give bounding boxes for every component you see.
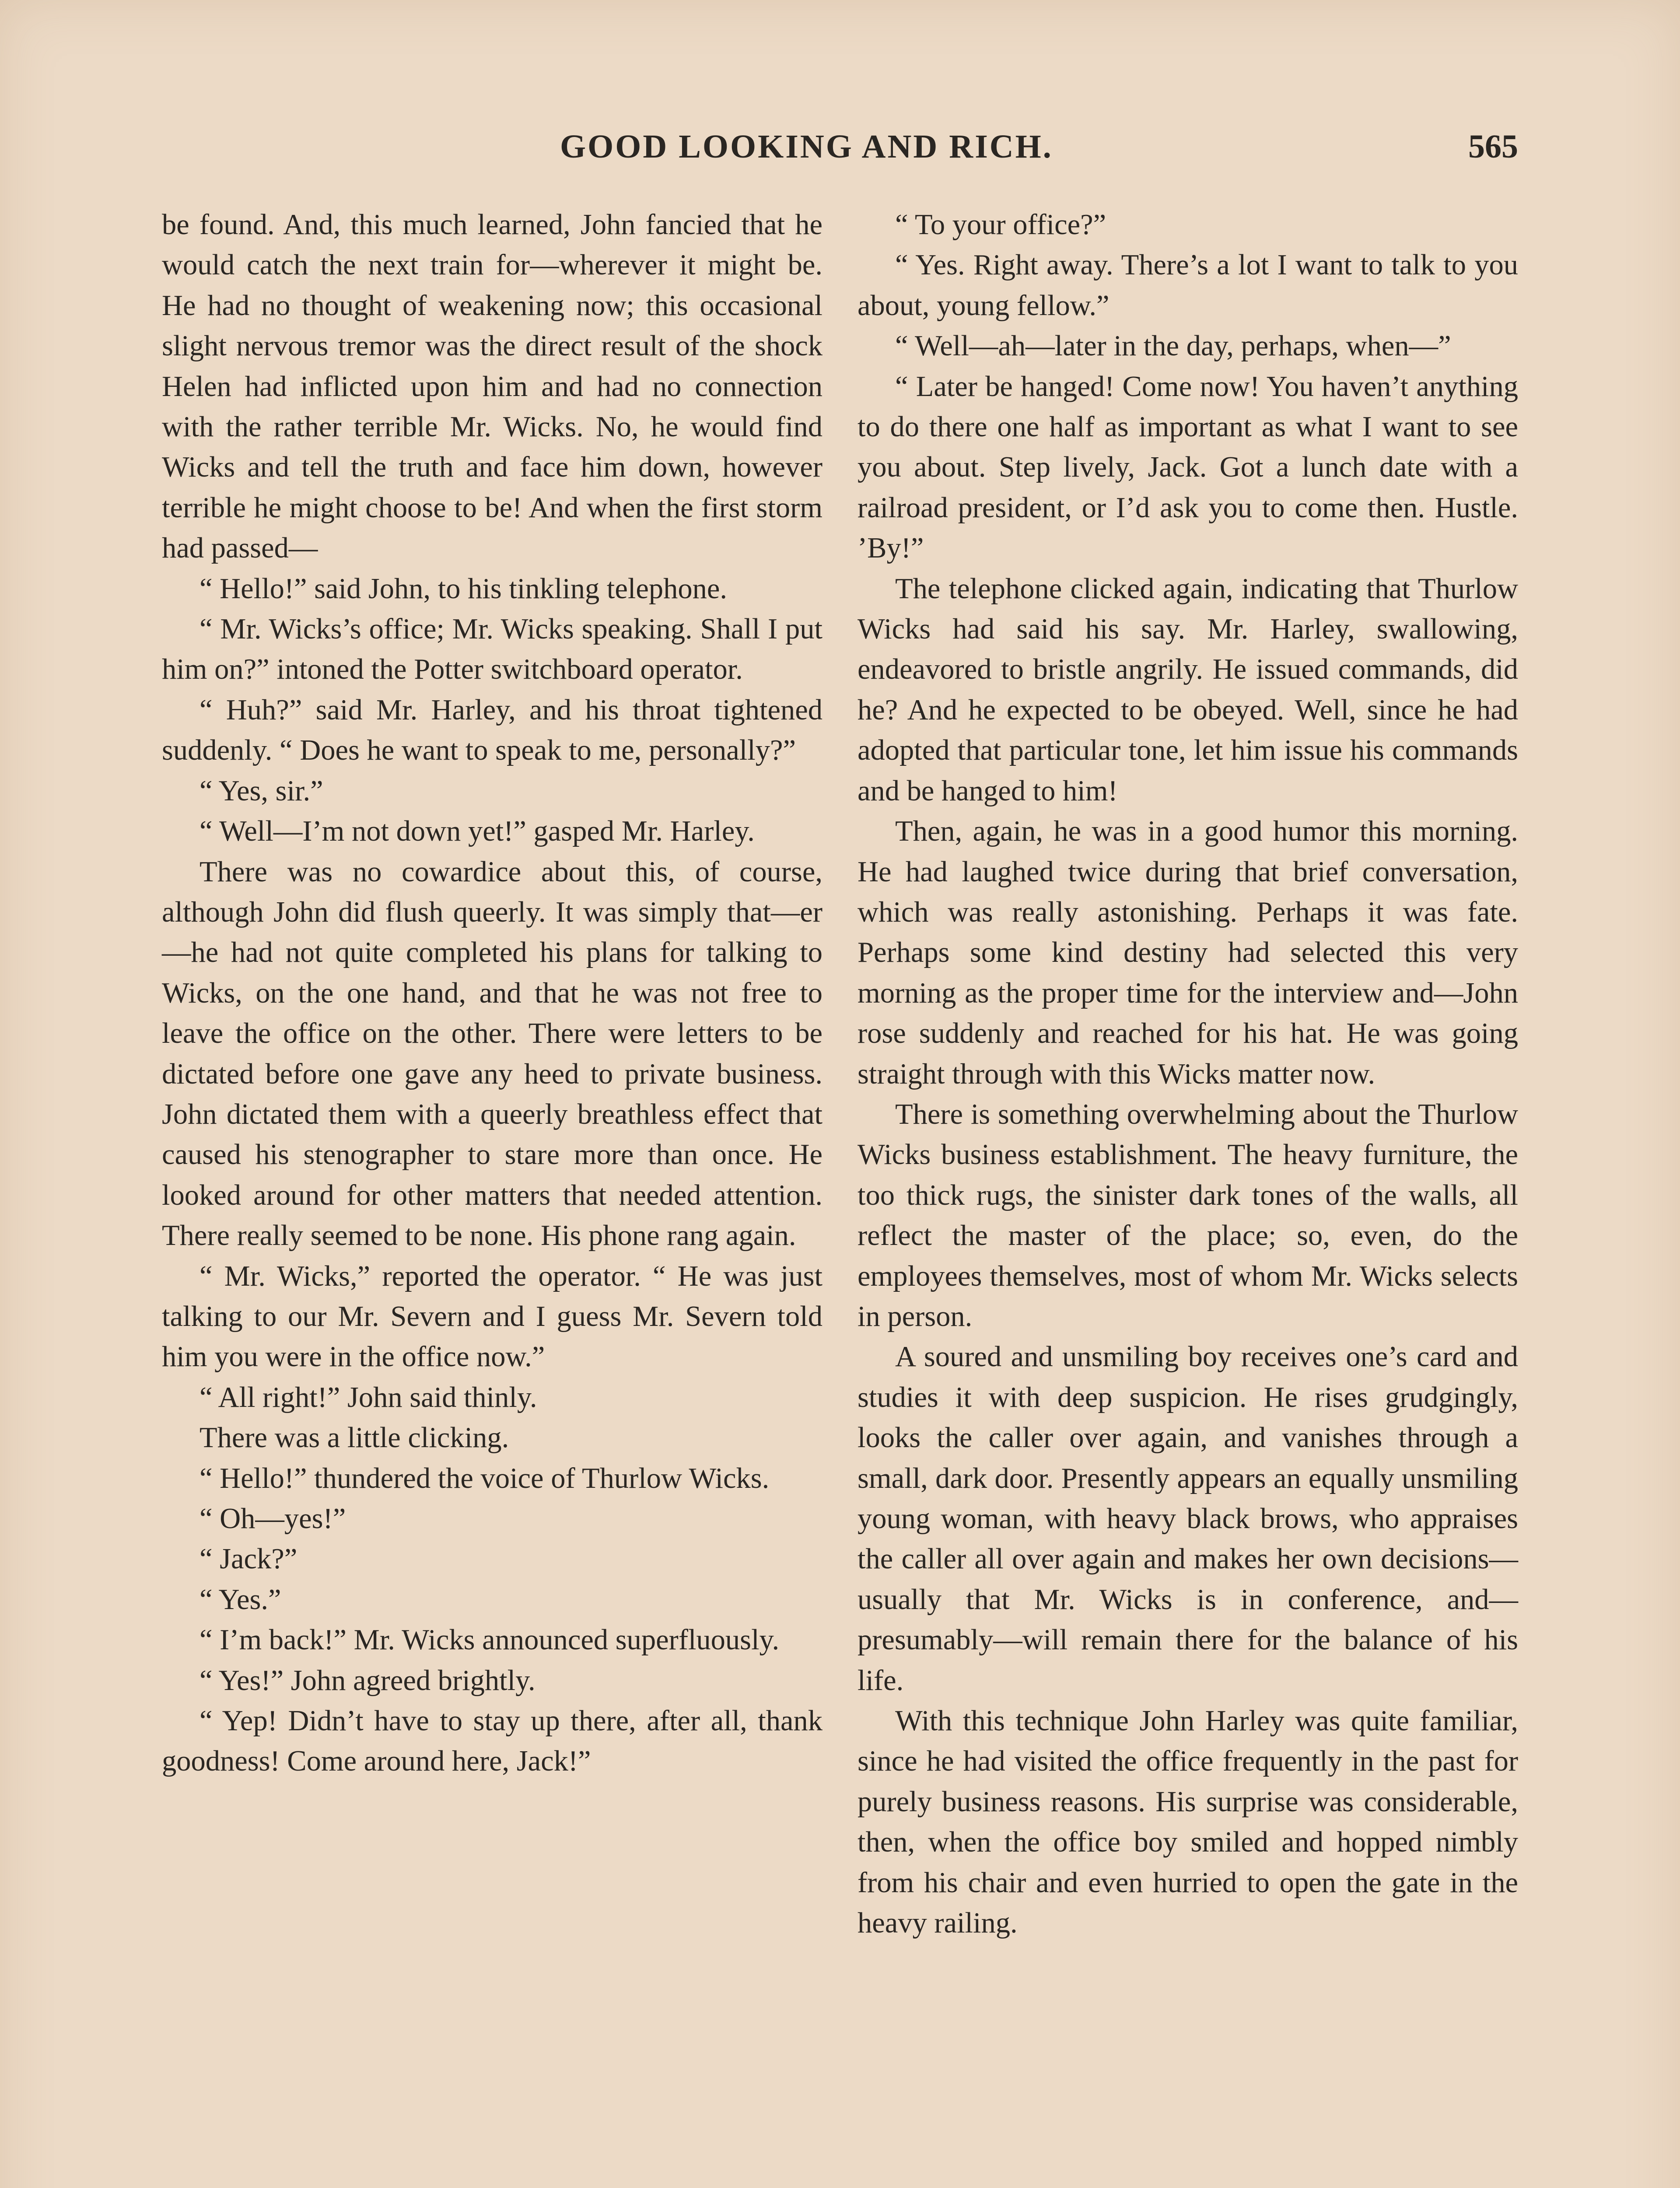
paragraph: “ Mr. Wicks’s office; Mr. Wicks speaking. Shall I put him on?” intoned the Potter switchboard operator. bbox=[162, 613, 822, 686]
paragraph: With this technique John Harley was quite familiar, since he had visited the office frequently in the past for purely business reasons. His surprise was considerable, then, when the office boy smiled and hopped nimbly from his chair and even hurried to open the gate in the heavy railing. bbox=[858, 1705, 1518, 1939]
paragraph: “ Yes, sir.” bbox=[200, 775, 323, 807]
left-text-column bbox=[162, 205, 822, 1782]
paragraph: “ Yes. Right away. There’s a lot I want to talk to you about, young fellow.” bbox=[858, 249, 1518, 322]
paragraph: “ Well—I’m not down yet!” gasped Mr. Harley. bbox=[200, 815, 755, 848]
paragraph: There was a little clicking. bbox=[200, 1422, 509, 1454]
paragraph: “ To your office?” bbox=[895, 209, 1106, 241]
paragraph: “ Hello!” said John, to his tinkling telephone. bbox=[200, 572, 728, 605]
paragraph: “ Oh—yes!” bbox=[200, 1503, 346, 1535]
paragraph: “ Yes.” bbox=[200, 1583, 281, 1616]
paragraph: be found. And, this much learned, John fancied that he would catch the next train for—wherever it might be. He had no thought of weakening now; this occasional slight nervous tremor was the direct result of the shock Helen had inflicted upon him and had no connection with the rather terrible Mr. Wicks. No, he would find Wicks and tell the truth and face him down, however terrible he might choose to be! And when the first storm had passed— bbox=[162, 209, 822, 565]
paragraph: There was no cowardice about this, of course, although John did flush queerly. It was simply that—er—he had not quite completed his plans for talking to Wicks, on the one hand, and that he was not free to leave the office on the other. There were letters to be dictated before one gave any heed to private business. John dictated them with a queerly breathless effect that caused his stenographer to stare more than once. He looked around for other matters that needed attention. There really seemed to be none. His phone rang again. bbox=[162, 856, 822, 1252]
paragraph: There is something overwhelming about the Thurlow Wicks business establishment. The heavy furniture, the too thick rugs, the sinister dark tones of the walls, all reflect the master of the place; so, even, do the employees themselves, most of whom Mr. Wicks selects in person. bbox=[858, 1098, 1518, 1332]
paragraph: The telephone clicked again, indicating that Thurlow Wicks had said his say. Mr. Harley, swallowing, endeavored to bristle angrily. He issued commands, did he? And he expected to be obeyed. Well, since he had adopted that particular tone, let him issue his commands and be hanged to him! bbox=[858, 572, 1518, 807]
right-text-column bbox=[858, 205, 1518, 1943]
paragraph: “ Well—ah—later in the day, perhaps, when—” bbox=[895, 330, 1451, 362]
paragraph: Then, again, he was in a good humor this morning. He had laughed twice during that brief conversation, which was really astonishing. Perhaps it was fate. Perhaps some kind destiny had selected this very morning as the proper time for the interview and—John rose suddenly and reached for his hat. He was going straight through with this Wicks matter now. bbox=[858, 815, 1518, 1090]
paragraph: “ All right!” John said thinly. bbox=[200, 1381, 537, 1413]
paragraph: “ Mr. Wicks,” reported the operator. “ He was just talking to our Mr. Severn and I guess Mr. Severn told him you were in the office now.” bbox=[162, 1260, 822, 1373]
paragraph: “ Yep! Didn’t have to stay up there, after all, thank goodness! Come around here, Jack!” bbox=[162, 1705, 822, 1778]
paragraph: “ Later be hanged! Come now! You haven’t anything to do there one half as important as what I want to see you about. Step lively, Jack. Got a lunch date with a railroad president, or I’d ask you to come then. Hustle. ’By!” bbox=[858, 370, 1518, 565]
paragraph: “ Jack?” bbox=[200, 1543, 298, 1575]
paragraph: “ I’m back!” Mr. Wicks announced superfluously. bbox=[200, 1624, 780, 1656]
running-title: GOOD LOOKING AND RICH. bbox=[560, 128, 1053, 165]
paragraph: “ Yes!” John agreed brightly. bbox=[200, 1664, 536, 1697]
paragraph: “ Huh?” said Mr. Harley, and his throat tightened suddenly. “ Does he want to speak to me, personally?” bbox=[162, 694, 822, 767]
page-number: 565 bbox=[1468, 128, 1518, 165]
paragraph: A soured and unsmiling boy receives one’s card and studies it with deep suspicion. He rises grudgingly, looks the caller over again, and vanishes through a small, dark door. Presently appears an equally unsmiling young woman, with heavy black brows, who appraises the caller all over again and makes her own decisions—usually that Mr. Wicks is in conference, and—presumably—will remain there for the balance of his life. bbox=[858, 1341, 1518, 1697]
paragraph: “ Hello!” thundered the voice of Thurlow Wicks. bbox=[200, 1462, 770, 1494]
